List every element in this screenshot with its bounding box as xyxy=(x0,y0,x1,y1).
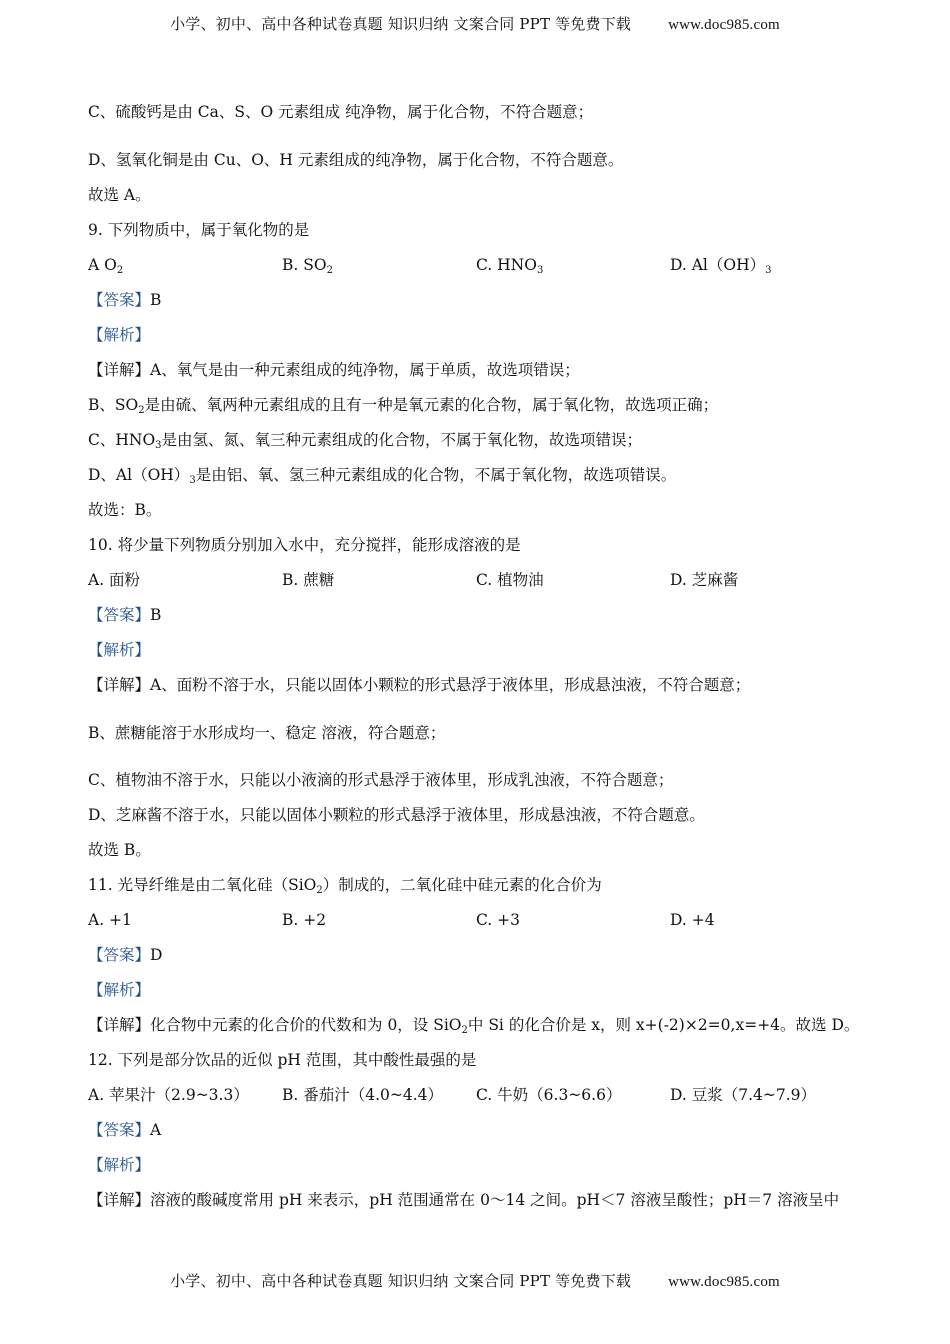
q9-conclusion: 故选：B。 xyxy=(88,501,162,519)
q11-answer-value: D xyxy=(150,946,163,964)
answer-label: 【答案】 xyxy=(88,291,151,309)
footer-site-link[interactable]: www.doc985.com xyxy=(668,1274,780,1290)
q12-answer-value: A xyxy=(150,1121,162,1139)
q10-detail-a: 【详解】A、面粉不溶于水，只能以固体小颗粒的形式悬浮于液体里，形成悬浊液，不符合题意； xyxy=(88,676,751,694)
q9-detail-b: B、$SO_2$是由硫、氧两种元素组成的且有一种是氧元素的化合物，属于氧化物，故选项正确； xyxy=(88,396,719,416)
q11-detail: 【详解】化合物中元素的化合价的代数和为 0，设 SiO$_2$中 Si 的化合价是 x，则 x+(-2)×2=0,x=+4。故选 D。 xyxy=(88,1016,860,1036)
q9-analysis-label: 【解析】 xyxy=(88,326,151,344)
q8-conclusion: 故选 A。 xyxy=(88,186,151,204)
footer-text: 小学、初中、高中各种试卷真题 知识归纳 文案合同 PPT 等免费下载 xyxy=(170,1272,632,1290)
detail-label: 【详解】 xyxy=(88,361,151,379)
q9-detail-a: 【详解】A、氧气是由一种元素组成的纯净物，属于单质，故选项错误； xyxy=(88,361,580,379)
q9-detail-d: D、$Al(OH)_3$是由铝、氧、氢三种元素组成的化合物，不属于氧化物，故选项错误。 xyxy=(88,466,677,486)
q10-detail-c: C、植物油不溶于水，只能以小液滴的形式悬浮于液体里，形成乳浊液，不符合题意； xyxy=(88,771,674,789)
q12-option-d: D. 豆浆（7.4~7.9） xyxy=(670,1086,817,1104)
q11-stem: 11. 光导纤维是由二氧化硅（SiO$_2$）制成的，二氧化硅中硅元素的化合价为 xyxy=(88,876,602,896)
q11-analysis-label: 【解析】 xyxy=(88,981,151,999)
q10-conclusion: 故选 B。 xyxy=(88,841,151,859)
q12-option-b: B. 番茄汁（4.0~4.4） xyxy=(282,1086,444,1104)
q12-stem: 12. 下列是部分饮品的近似 pH 范围，其中酸性最强的是 xyxy=(88,1051,477,1069)
q9-answer xyxy=(88,290,161,310)
q9-stem: 9. 下列物质中，属于氧化物的是 xyxy=(88,221,310,239)
page-footer xyxy=(0,1270,950,1291)
q12-option-c: C. 牛奶（6.3~6.6） xyxy=(476,1086,622,1104)
q10-answer: 【答案】B xyxy=(88,606,162,624)
q9-option-a: A $O_2$ xyxy=(88,256,124,276)
q10-option-d: D. 芝麻酱 xyxy=(670,571,739,589)
q11-option-b: B. +2 xyxy=(282,911,327,929)
q10-analysis-label: 【解析】 xyxy=(88,641,151,659)
page-header xyxy=(0,13,950,34)
q10-option-b: B. 蔗糖 xyxy=(282,571,335,589)
q11-answer: 【答案】D xyxy=(88,946,163,964)
q10-option-c: C. 植物油 xyxy=(476,571,544,589)
q10-stem: 10. 将少量下列物质分别加入水中，充分搅拌，能形成溶液的是 xyxy=(88,536,521,554)
q11-option-a: A. +1 xyxy=(88,911,132,929)
q9-detail-c: C、$HNO_3$是由氢、氮、氧三种元素组成的化合物，不属于氧化物，故选项错误； xyxy=(88,431,643,451)
q12-option-a: A. 苹果汁（2.9~3.3） xyxy=(88,1086,249,1104)
q11-option-d: D. +4 xyxy=(670,911,715,929)
q9-option-d: D. $Al(OH)_3$ xyxy=(670,256,772,276)
q8-option-c-explanation: C、硫酸钙是由 Ca、S、O 元素组成 纯净物，属于化合物，不符合题意； xyxy=(88,103,594,121)
q9-option-b: B. $SO_2$ xyxy=(282,256,333,276)
q8-option-d-explanation: D、氢氧化铜是由 Cu、O、H 元素组成的纯净物，属于化合物，不符合题意。 xyxy=(88,151,624,169)
q9-answer-value: B xyxy=(150,291,162,309)
q12-answer: 【答案】A xyxy=(88,1121,162,1139)
q10-detail-b: B、蔗糖能溶于水形成均一、稳定 溶液，符合题意； xyxy=(88,724,446,742)
q12-analysis-label: 【解析】 xyxy=(88,1156,151,1174)
q10-detail-d: D、芝麻酱不溶于水，只能以固体小颗粒的形式悬浮于液体里，形成悬浊液，不符合题意。 xyxy=(88,806,705,824)
q9-option-c: C. $HNO_3$ xyxy=(476,256,544,276)
q12-detail: 【详解】溶液的酸碱度常用 pH 来表示，pH 范围通常在 0～14 之间。pH＜7 溶液呈酸性；pH＝7 溶液呈中 xyxy=(88,1191,840,1209)
header-site-link[interactable]: www.doc985.com xyxy=(668,17,780,33)
q11-option-c: C. +3 xyxy=(476,911,521,929)
header-text: 小学、初中、高中各种试卷真题 知识归纳 文案合同 PPT 等免费下载 xyxy=(170,15,632,33)
q10-option-a: A. 面粉 xyxy=(88,571,141,589)
q10-answer-value: B xyxy=(150,606,162,624)
